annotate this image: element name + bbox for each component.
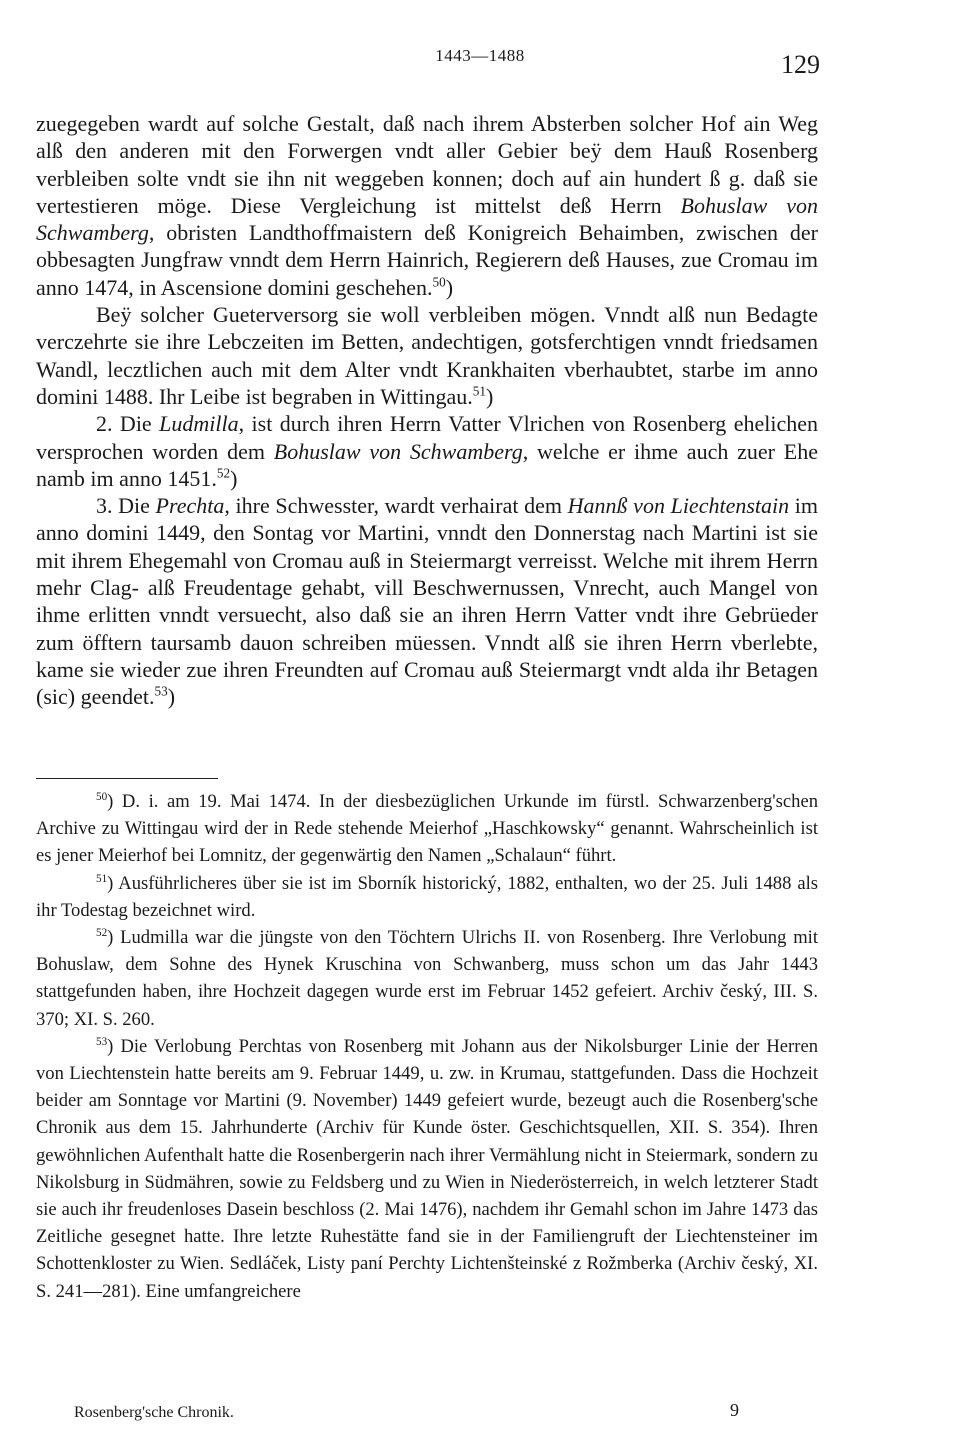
footnote-mark: 50 bbox=[96, 790, 108, 803]
paragraph-hof-agreement: zuegegeben wardt auf solche Gestalt, daß nach ihrem Absterben solcher Hof ain Weg alß den anderen mit den Forwergen vndt aller Gebier beÿ dem Hauß Rosenberg verbleiben solte vndt sie ihn nit weggeben konnen; doch auf ain hundert ß g. daß sie vertestieren möge. Diese Vergleichung ist mittelst deß Herrn Bohuslaw von Schwamberg, obristen Landthoffmaistern deß Konigreich Behaimben, zwischen der obbesagten Jungfraw vnndt dem Herrn Hainrich, Regierern deß Hauses, zue Cromau im anno 1474, in Ascensione domini geschehen.$^{50}$) bbox=[36, 111, 818, 300]
signature-line: Rosenberg'sche Chronik. bbox=[74, 1404, 234, 1421]
paragraph-ludmilla: 2. Die Ludmilla, ist durch ihren Herrn Vatter Vlrichen von Rosenberg ehelichen versprochen worden dem Bohuslaw von Schwamberg, welche er ihme auch zuer Ehe namb im anno 1451.52) bbox=[36, 411, 818, 491]
person-name: Bohuslaw von Schwamberg bbox=[273, 438, 523, 464]
person-name: Ludmilla bbox=[159, 411, 239, 437]
footnote-53: $^{53}$) Die Verlobung Perchtas von Rosenberg mit Johann aus der Nikolsburger Linie der Herren von Liechtenstein hatte bereits am 9. Februar 1449, u. zw. in Krumau, stattgefunden. Dass die Hochzeit beider am Sonntage vor Martini (9. November) 1449 gefeiert wurde, bezeugt auch die Rosenberg'sche Chronik aus dem 15. Jahrhunderte (Archiv für Kunde öster. Geschichtsquellen, XII. S. 354). Ihren gewöhnlichen Aufenthalt hatte die Rosenbergerin nach ihrer Vermählung nicht in Steiermark, sondern zu Nikolsburg in Südmähren, sowie zu Feldsberg und zu Wien in Niederösterreich, in welch letzterer Stadt sie auch ihr freudenloses Dasein beschloss (2. Mai 1476), nachdem ihr Gemahl schon im Jahre 1473 das Zeitliche gesegnet hatte. Ihre letzte Ruhestätte fand sie in der Familiengruft der Liechtensteiner im Schottenkloster zu Wien. Sedláček, Listy paní Perchty Lichtenšteinské z Rožmberka (Archiv český, XI. S. 241—281). Eine umfangreichere bbox=[36, 1035, 818, 1302]
person-name: Prechta bbox=[155, 493, 225, 519]
footnotes bbox=[36, 788, 818, 1305]
person-name: Bohuslaw von Schwamberg bbox=[36, 192, 818, 246]
paragraph-prechta: 3. Die Prechta, ihre Schwesster, wardt verhairat dem Hannß von Liechtenstain im anno domini 1449, den Sontag vor Martini, vnndt den Donnerstag nach Martini ist sie mit ihrem Ehegemahl von Cromau auß in Steiermargt verreisst. Welche mit ihrem Herrn mehr Clag- alß Freudentage gehabt, vill Beschwernussen, Vnrecht, auch Mangel von ihme erlitten vnndt versuecht, also daß sie an ihren Herrn Vatter vndt ihre Gebrüeder zum öfftern taursamb dauon schreiben müessen. Vnndt alß sie ihren Herrn vberlebte, kame sie wieder zue ihren Freundten auf Cromau auß Steiermargt vndt alda ihr Betagen (sic) geendet.$^{53}$) bbox=[36, 493, 818, 710]
main-text bbox=[36, 110, 818, 711]
footnote-ref-50: 50 bbox=[432, 274, 446, 290]
footnote-ref-53: 53 bbox=[154, 683, 168, 699]
footnote-ref-52: 52 bbox=[216, 465, 231, 481]
paragraph-death: Beÿ solcher Gueterversorg sie woll verbleiben mögen. Vnndt alß nun Bedagte verczehrte sie ihre Lebczeiten im Betten, andechtigen, gotsferchtigen vnndt friedsamen Wandl, lecztlichen auch mit dem Alter vndt Krankhaiten vberhaubtet, starbe im anno domini 1488. Ihr Leibe ist begraben in Wittingau.$^{51}$) bbox=[36, 302, 818, 409]
footnote-mark: 51 bbox=[96, 872, 108, 885]
footnote-mark: 52 bbox=[96, 926, 108, 939]
footnote-50: $^{50}$) D. i. am 19. Mai 1474. In der diesbezüglichen Urkunde im fürstl. Schwarzenberg'schen Archive zu Wittingau wird der in Rede stehende Meierhof „Haschkowsky“ genannt. Wahrscheinlich ist es jener Meierhof bei Lomnitz, der gegenwärtig den Namen „Schalaun“ führt. bbox=[36, 790, 818, 867]
footnote-ref-51: 51 bbox=[472, 383, 486, 399]
footnote-52: $^{52}$) Ludmilla war die jüngste von den Töchtern Ulrichs II. von Rosenberg. Ihre Verlobung mit Bohuslaw, dem Sohne des Hynek Kruschina von Schwanberg, muss schon um das Jahr 1443 stattgefunden haben, ihre Hochzeit dagegen wurde erst im Februar 1452 gefeiert. Archiv český, III. S. 370; XI. S. 260. bbox=[36, 926, 818, 1030]
footnote-mark: 53 bbox=[96, 1035, 108, 1048]
sheet-number: 9 bbox=[730, 1400, 739, 1420]
page-number: 129 bbox=[781, 50, 820, 79]
person-name: Hannß von Liechtenstain bbox=[567, 493, 790, 519]
footnote-separator bbox=[36, 778, 218, 779]
footnote-51: $^{51}$) Ausführlicheres über sie ist im Sborník historický, 1882, enthalten, wo der 25. Juli 1488 als ihr Todestag bezeichnet wird. bbox=[36, 872, 818, 921]
running-header-year-range: 1443—1488 bbox=[435, 46, 525, 65]
